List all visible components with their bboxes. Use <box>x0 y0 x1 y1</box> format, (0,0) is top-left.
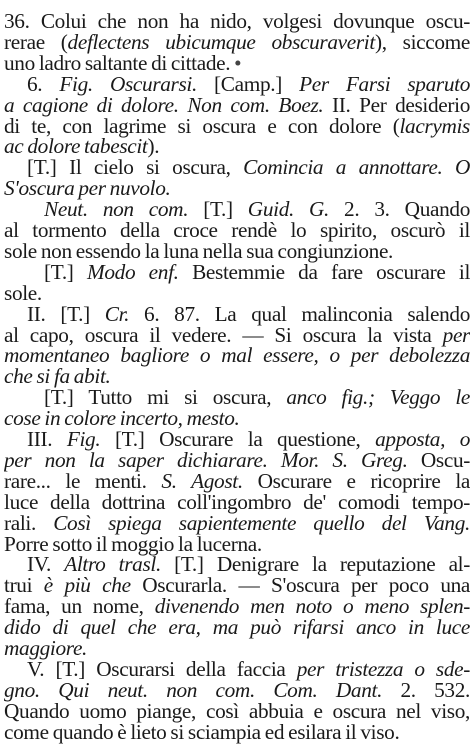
text-segment: ). <box>147 134 160 159</box>
text-segment: Così spiega sapientemente quello del Vang. <box>53 510 470 535</box>
text-segment: Oscurare e ricoprire la <box>242 468 470 493</box>
text-segment: che si fa abit. <box>4 364 111 389</box>
text-segment: Fig. <box>66 427 101 451</box>
text-segment: deflectens ubicumque obscuraverit <box>67 29 375 54</box>
text-segment: S. Agost. <box>161 468 243 493</box>
text-segment: II. [T.] <box>27 301 105 326</box>
text-segment: 36. Colui che non ha nido, volgesi dovunque oscu- <box>4 9 470 33</box>
text-segment: rali. <box>4 510 54 535</box>
text-segment: fama, un nome, <box>4 594 155 619</box>
text-segment: 2. 532. <box>382 677 470 702</box>
text-segment: V. [T.] Oscurarsi della faccia <box>27 656 297 681</box>
text-segment: Neut. non com. <box>44 197 189 222</box>
text-segment: 6. 87. La qual malinconia salendo <box>129 301 470 326</box>
text-segment: ac dolore tabescit <box>4 134 148 159</box>
text-segment: [T.] <box>44 259 87 284</box>
text-segment: [T.] Oscurare la questione, <box>100 427 376 451</box>
text-segment: come quando è lieto si sciampia ed esilara il viso. <box>4 719 400 744</box>
text-segment: Altro trasl. <box>64 552 161 577</box>
text-segment: II. Per desiderio <box>323 92 470 117</box>
text-segment: Comincia a annottare. O <box>243 155 470 180</box>
text-segment: • <box>234 50 242 75</box>
text-segment: IV. <box>27 552 65 577</box>
text-segment: [T.] Il cielo si oscura, <box>27 155 244 180</box>
text-segment: dido di quel che era, ma può rifarsi anco in luce <box>4 615 470 640</box>
text-segment: gno. Qui neut. non com. Com. Dant. <box>4 677 383 702</box>
text-segment: luce della dottrina coll'ingombro de' comodi tempo- <box>4 489 470 514</box>
text-segment: per <box>442 322 470 347</box>
text-segment: 2. 3. Quando <box>329 197 470 222</box>
text-segment: [T.] Tutto mi si oscura, <box>44 385 287 410</box>
text-segment: III. <box>27 427 67 451</box>
text-segment: Quando uomo piange, così abbuia e oscura nel viso, <box>4 698 470 723</box>
text-segment: è più che <box>43 573 131 598</box>
text-segment: Guid. G. <box>247 197 330 222</box>
text-segment: di te, con lagrime si oscura e con dolore ( <box>4 113 400 138</box>
text-segment: ), siccome <box>374 29 470 54</box>
text-segment: S'oscura per nuvolo. <box>4 176 171 201</box>
text-segment: a cagione di dolore. Non com. Boez. <box>4 92 324 117</box>
text-segment: uno ladro saltante di cittade. <box>4 50 235 75</box>
text-segment: Porre sotto il moggio la lucerna. <box>4 531 262 556</box>
text-segment: per tristezza o sde- <box>296 656 470 681</box>
text-segment: apposta, o <box>375 427 470 451</box>
text-segment: momentaneo bagliore o mal essere, o per debolezza <box>4 343 470 368</box>
text-segment: trui <box>4 573 44 598</box>
text-segment: Modo enf. <box>86 259 179 284</box>
text-segment: Oscurarla. — S'oscura per poco una <box>130 573 470 598</box>
text-segment: Per Farsi sparuto <box>299 71 470 96</box>
text-segment: maggiore. <box>4 636 88 660</box>
text-segment: lacrymis <box>399 113 470 138</box>
text-segment: rerae ( <box>4 29 68 54</box>
text-segment: divenendo men noto o meno splen- <box>154 594 470 619</box>
text-segment: Fig. Oscurarsi. <box>59 71 197 96</box>
text-line <box>4 719 470 745</box>
text-segment: 6. <box>27 71 60 96</box>
text-segment: [T.] Denigrare la reputazione al- <box>160 552 470 577</box>
text-segment: [T.] <box>188 197 248 222</box>
text-segment: sole. <box>4 280 42 305</box>
text-segment: Bestemmie da fare oscurare il <box>178 259 470 284</box>
text-segment: al tormento della croce rendè lo spirito, oscurò il <box>4 218 470 242</box>
text-segment: [Camp.] <box>196 71 300 96</box>
text-segment: Cr. <box>104 301 130 326</box>
text-segment: rare... le menti. <box>4 468 162 493</box>
text-segment: anco fig.; Veggo le <box>286 385 470 410</box>
text-segment: cose in colore incerto, mesto. <box>4 406 240 431</box>
text-segment: al capo, oscura il vedere. — Si oscura la vista <box>4 322 443 347</box>
text-segment: Oscu- <box>407 447 470 472</box>
text-segment: sole non essendo la luna nella sua congiunzione. <box>4 238 394 263</box>
text-segment: per non la saper dichiarare. Mor. S. Greg. <box>4 447 408 472</box>
